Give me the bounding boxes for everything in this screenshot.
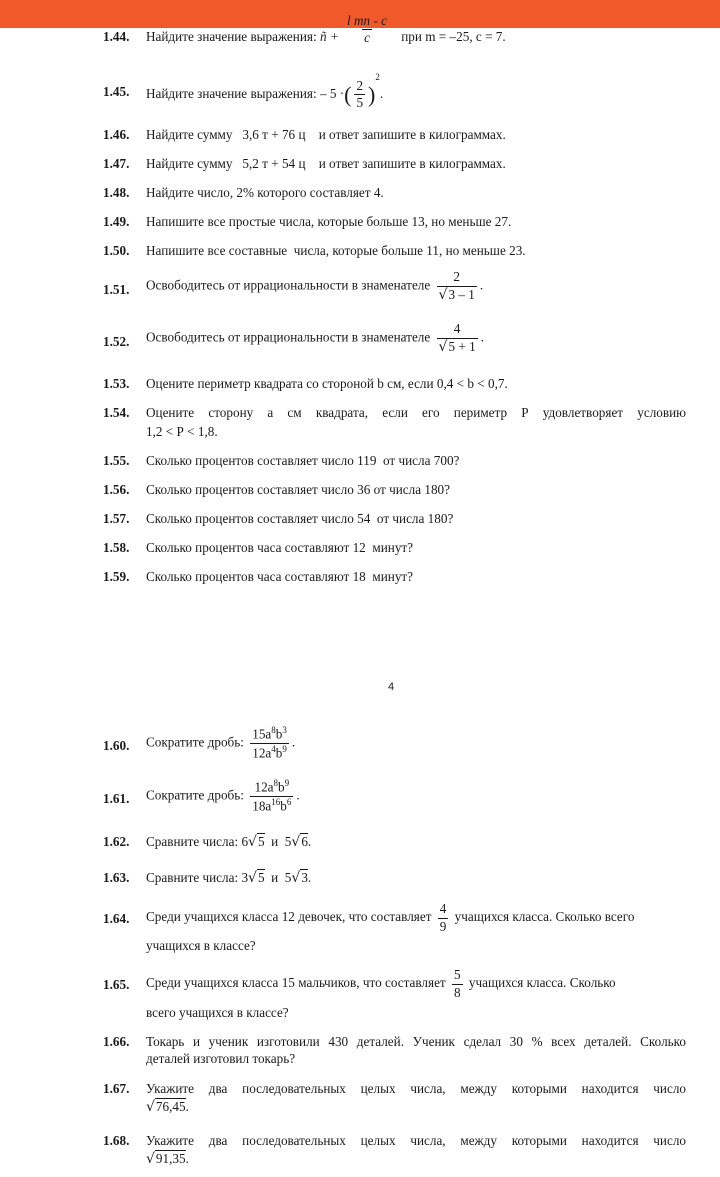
- problem-number: 1.59.: [103, 569, 130, 584]
- problem-number: 1.66.: [103, 1034, 130, 1049]
- problem-number: 1.50.: [103, 243, 130, 258]
- problem-text: Оцените сторону a см квадрата, если его периметр Р удовлетворяет условию: [146, 405, 686, 420]
- problem-text: Сократите дробь: $\frac{12a^8b^9}{18a^{16}b^6}$ .: [146, 778, 300, 814]
- problem-text-line2: учащихся в классе?: [146, 938, 256, 953]
- problem-text-line2: 1,2 < Р < 1,8.: [146, 424, 218, 439]
- problem-text: Сколько процентов часа составляют 12 минут?: [146, 540, 414, 555]
- problem-text: Токарь и ученик изготовили 430 деталей. Ученик сделал 30 % всех деталей. Сколько: [146, 1034, 686, 1049]
- problem-number: 1.56.: [103, 482, 130, 497]
- problem-text: Укажите два последовательных целых числа, между которыми находится число: [146, 1081, 686, 1096]
- problem-number: 1.57.: [103, 511, 130, 526]
- fraction: $\frac{2}{5}$: [356, 77, 364, 111]
- problem-text-line2: деталей изготовил токарь?: [146, 1051, 296, 1066]
- problem-text: Найдите сумму 3,6 т + 76 ц и ответ запишите в килограммах.: [146, 127, 506, 142]
- problem-number: 1.52.: [103, 334, 130, 349]
- problem-number: 1.54.: [103, 405, 130, 420]
- problem-text: Освободитесь от иррациональности в знаменателе $\frac{2}{√3 - 1}$ .: [146, 269, 484, 303]
- problem-number: 1.65.: [103, 977, 130, 992]
- problem-number: 1.67.: [103, 1081, 130, 1096]
- problem-text: Найдите число, 2% которого составляет 4.: [146, 185, 384, 200]
- fraction: $\frac{4}{9}$: [439, 901, 447, 934]
- problem-text: Сравните числа: 3√5 и 5√3.: [146, 870, 312, 886]
- problem-number: 1.55.: [103, 453, 130, 468]
- problem-text: Найдите значение выражения: ñ + $\frac{\text{l mn - c}}{c}$ при m = –25, c = 7.: [146, 12, 506, 46]
- problem-text: Сократите дробь: $\frac{15a^8b^3}{12a^4b^9}$ .: [146, 725, 296, 761]
- problem-number: 1.49.: [103, 214, 130, 229]
- problem-number: 1.63.: [103, 870, 130, 885]
- problem-text: Сколько процентов составляет число 119 от числа 700?: [146, 453, 460, 468]
- problem-text: Сколько процентов составляет число 54 от числа 180?: [146, 511, 454, 526]
- page-number: 4: [388, 681, 395, 693]
- problem-text: Сколько процентов часа составляют 18 минут?: [146, 569, 414, 584]
- problem-text: Среди учащихся класса 15 мальчиков, что составляет $\frac{5}{8}$ учащихся класса. Сколько: [146, 967, 616, 1000]
- problem-text: Напишите все простые числа, которые больше 13, но меньше 27.: [146, 214, 512, 229]
- problem-number: 1.61.: [103, 791, 130, 806]
- problem-text: Укажите два последовательных целых числа, между которыми находится число: [146, 1133, 686, 1148]
- fraction: $\frac{2}{√3 - 1}$: [438, 269, 475, 303]
- fraction: $\frac{12a^8b^9}{18a^{16}b^6}$: [252, 778, 292, 814]
- problem-number: 1.58.: [103, 540, 130, 555]
- fraction: $\frac{5}{8}$: [453, 967, 461, 1000]
- problem-text-line2: √76,45.: [146, 1099, 189, 1115]
- problem-number: 1.46.: [103, 127, 130, 142]
- problem-number: 1.62.: [103, 834, 130, 849]
- problem-number: 1.64.: [103, 911, 130, 926]
- problem-text: Найдите сумму 5,2 т + 54 ц и ответ запишите в килограммах.: [146, 156, 506, 171]
- problem-number: 1.53.: [103, 376, 130, 391]
- fraction: $\frac{4}{√5 + 1}$: [438, 321, 476, 355]
- problem-number: 1.51.: [103, 282, 130, 297]
- problem-number: 1.45.: [103, 84, 130, 99]
- problem-text: Освободитесь от иррациональности в знаменателе $\frac{4}{√5 + 1}$ .: [146, 321, 484, 355]
- problem-number: 1.60.: [103, 738, 130, 753]
- problem-text: Среди учащихся класса 12 девочек, что составляет $\frac{4}{9}$ учащихся класса. Сколько всего: [146, 901, 635, 934]
- problem-text: Найдите значение выражения: – 5 ·( $\frac{2}{5}$ )$^2$.: [146, 72, 384, 111]
- problem-text: Сравните числа: 6√5 и 5√6.: [146, 834, 312, 850]
- problem-text-line2: √91,35.: [146, 1151, 189, 1167]
- problem-number: 1.47.: [103, 156, 130, 171]
- problem-number: 1.48.: [103, 185, 130, 200]
- problem-text: Сколько процентов составляет число 36 от числа 180?: [146, 482, 450, 497]
- problem-number: 1.68.: [103, 1133, 130, 1148]
- problem-text: Оцените периметр квадрата со стороной b см, если 0,4 < b < 0,7.: [146, 376, 508, 391]
- problem-text: Напишите все составные числа, которые больше 11, но меньше 23.: [146, 243, 526, 258]
- problem-number: 1.44.: [103, 29, 130, 44]
- fraction: $\frac{\text{l mn - c}}{c}$: [347, 12, 387, 46]
- fraction: $\frac{15a^8b^3}{12a^4b^9}$: [252, 725, 287, 761]
- problem-text-line2: всего учащихся в классе?: [146, 1005, 289, 1020]
